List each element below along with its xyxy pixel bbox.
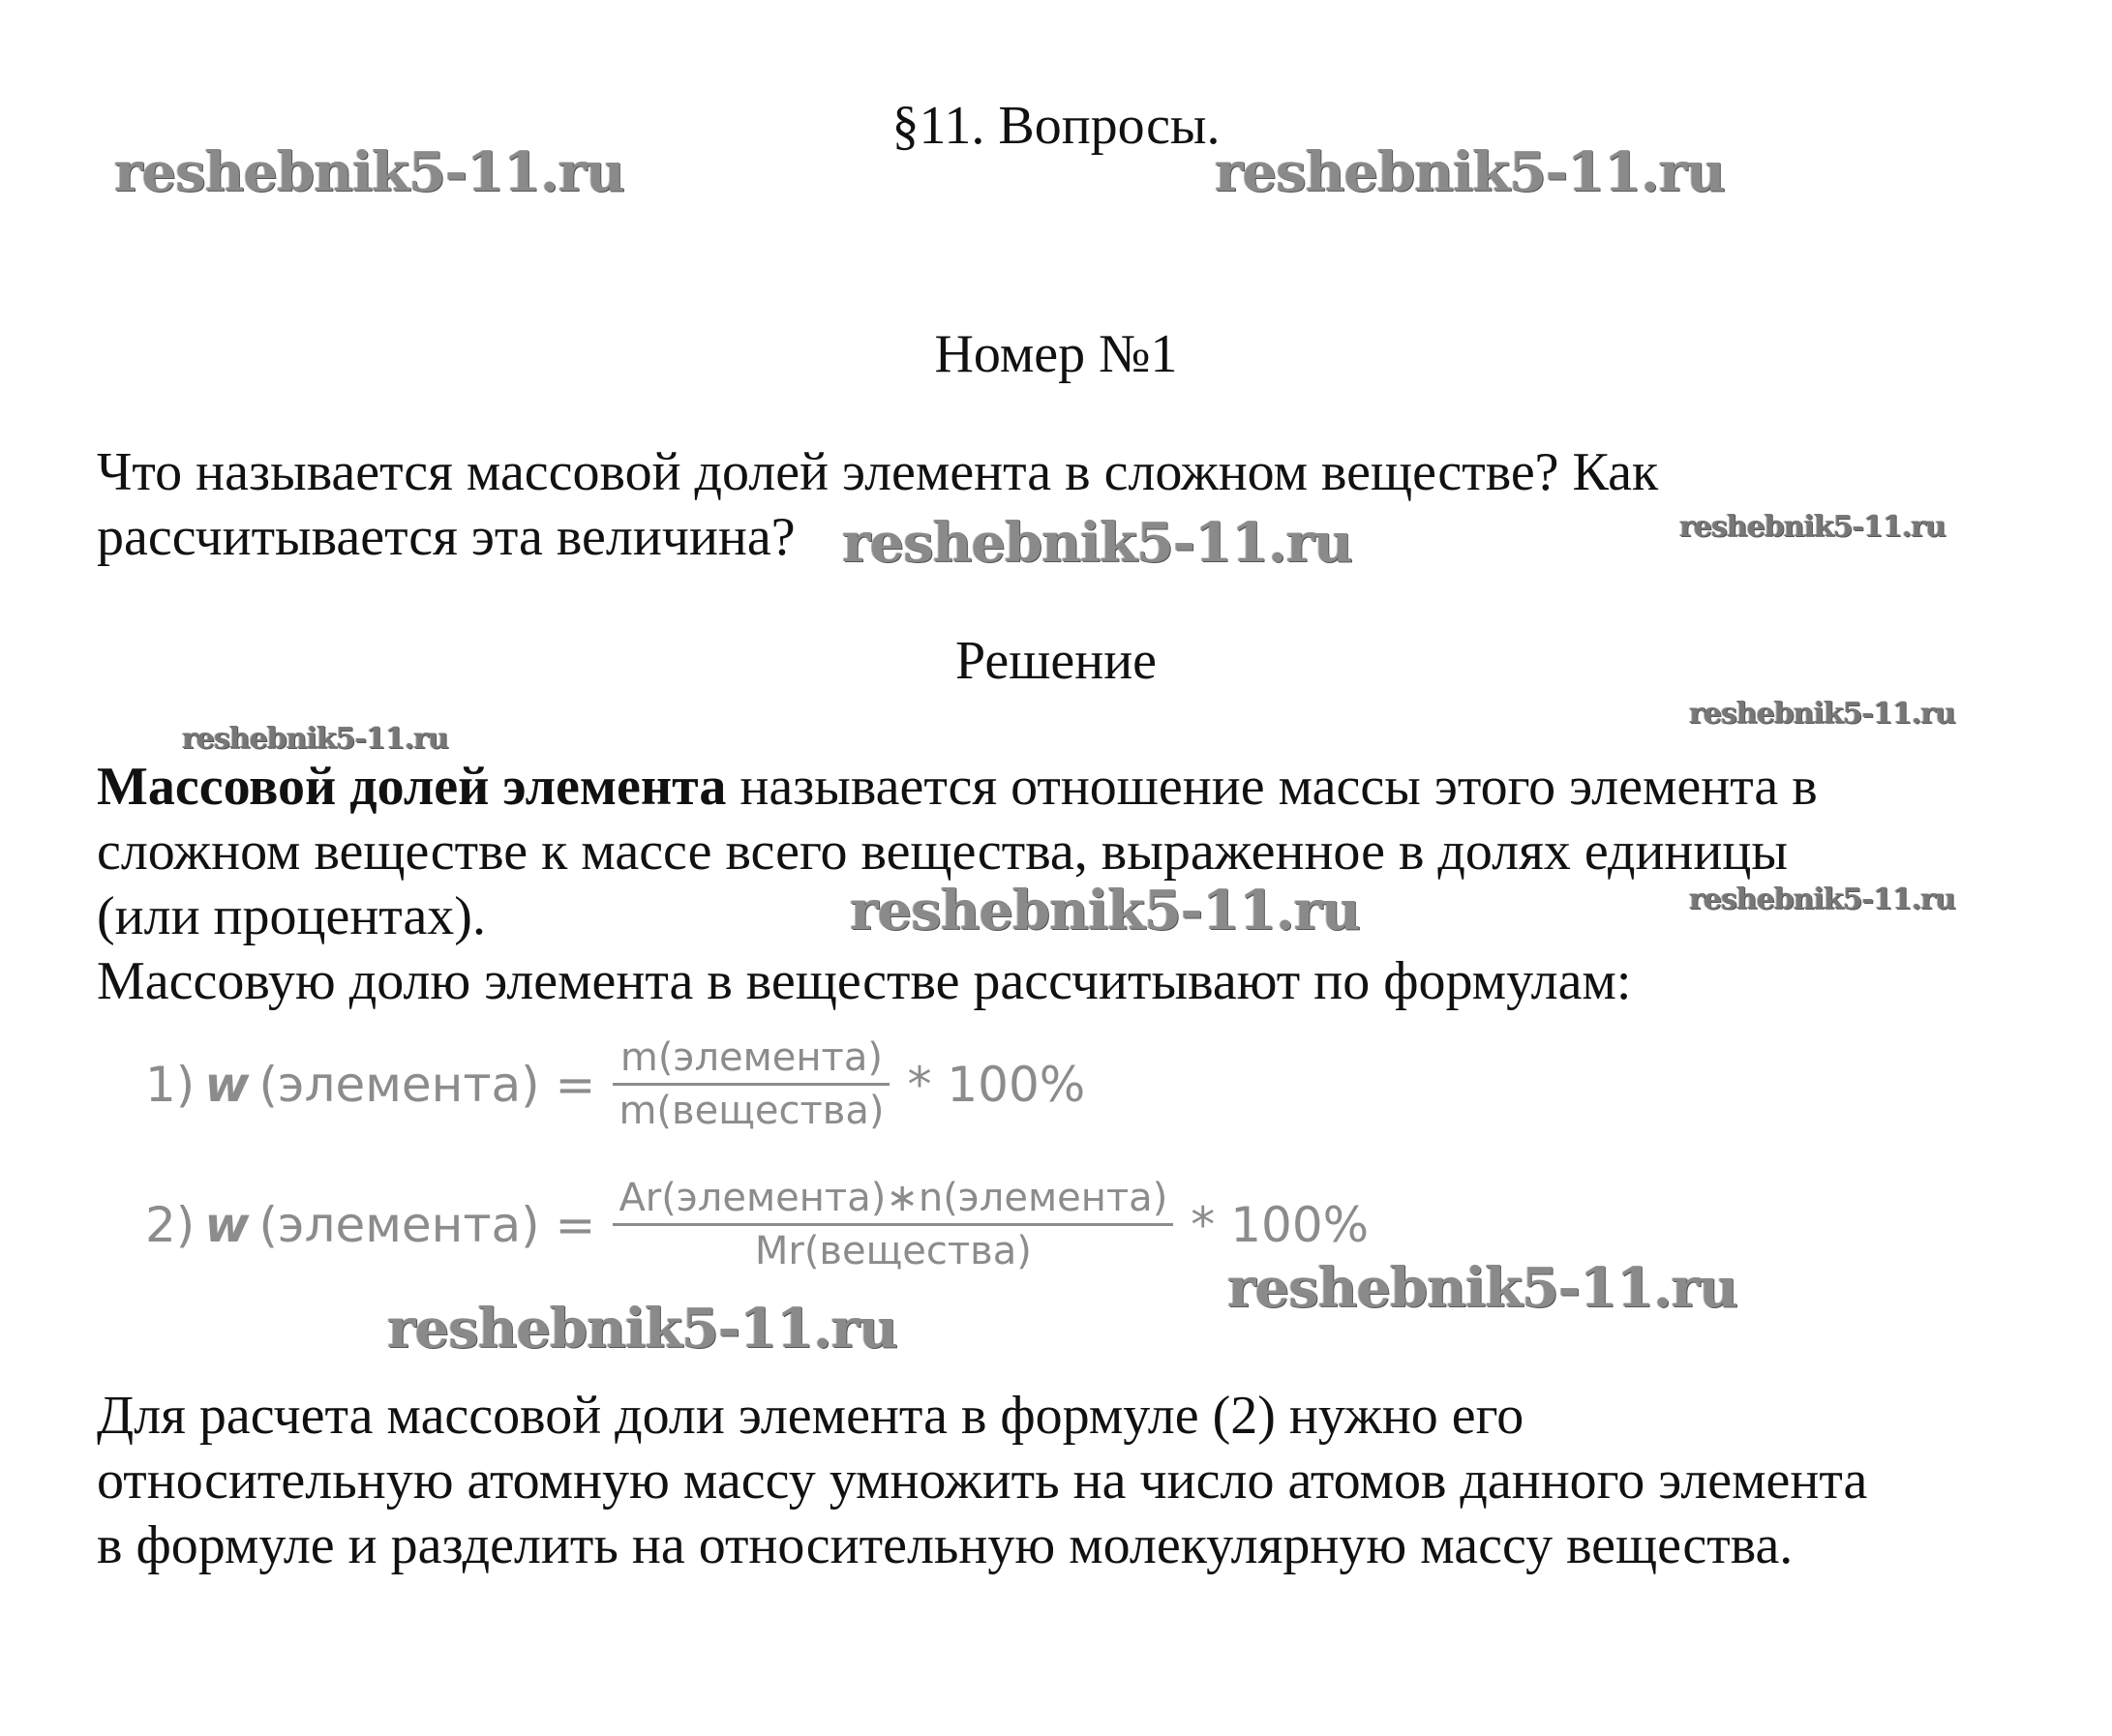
formula-2 bbox=[145, 1176, 1369, 1273]
watermark-logo: reshebnik5-11.ru bbox=[114, 140, 624, 204]
formula-numerator: m(элемента) bbox=[619, 1035, 883, 1080]
definition-term: Массовой долей элемента bbox=[97, 757, 727, 817]
definition-paragraph bbox=[97, 755, 2052, 1014]
watermark-logo: reshebnik5-11.ru bbox=[850, 879, 1360, 943]
formula-tail: * 100% bbox=[907, 1056, 1086, 1113]
watermark-logo: reshebnik5-11.ru bbox=[1227, 1256, 1737, 1320]
watermark-logo: reshebnik5-11.ru bbox=[182, 722, 448, 756]
formula-fraction bbox=[613, 1176, 1173, 1273]
explanation-line: относительную атомную массу умножить на число атомов данного элемента bbox=[97, 1451, 1868, 1511]
fraction-bar bbox=[613, 1223, 1173, 1226]
definition-text: называется отношение массы этого элемента в bbox=[726, 757, 1818, 817]
watermark-logo: reshebnik5-11.ru bbox=[1215, 140, 1725, 204]
explanation-line: в формуле и разделить на относительную молекулярную массу вещества. bbox=[97, 1515, 1794, 1575]
formula-variable: w bbox=[204, 1196, 250, 1253]
formula-denominator: Mr(вещества) bbox=[754, 1229, 1032, 1273]
formula-lhs: (элемента) = bbox=[258, 1196, 596, 1253]
formula-tail: * 100% bbox=[1191, 1196, 1370, 1253]
question-number-title: Номер №1 bbox=[934, 324, 1178, 384]
watermark-logo: reshebnik5-11.ru bbox=[842, 511, 1352, 575]
watermark-logo: reshebnik5-11.ru bbox=[387, 1297, 897, 1361]
question-line: Что называется массовой долей элемента в сложном веществе? Как bbox=[97, 442, 1659, 502]
question-line: рассчитывается эта величина? bbox=[97, 507, 796, 567]
section-title: §11. Вопросы. bbox=[891, 96, 1221, 156]
formula-denominator: m(вещества) bbox=[619, 1089, 885, 1133]
question-text bbox=[97, 440, 2052, 570]
formulas-intro: Массовую долю элемента в веществе рассчитывают по формулам: bbox=[97, 951, 1632, 1011]
definition-text: (или процентах). bbox=[97, 886, 486, 946]
definition-text: сложном веществе к массе всего вещества, выраженное в долях единицы bbox=[97, 822, 1788, 882]
watermark-logo: reshebnik5-11.ru bbox=[1679, 510, 1946, 544]
formula-lhs: (элемента) = bbox=[258, 1056, 596, 1113]
watermark-logo: reshebnik5-11.ru bbox=[1689, 697, 1955, 731]
formula-label: 2) bbox=[145, 1196, 196, 1253]
formula-variable: w bbox=[204, 1056, 250, 1113]
formula-numerator: Ar(элемента)∗n(элемента) bbox=[619, 1176, 1168, 1220]
formula-fraction bbox=[613, 1035, 890, 1133]
watermark-logo: reshebnik5-11.ru bbox=[1689, 883, 1955, 916]
formula-1 bbox=[145, 1035, 1085, 1133]
formula-label: 1) bbox=[145, 1056, 196, 1113]
solution-title: Решение bbox=[954, 631, 1158, 691]
explanation-paragraph bbox=[97, 1384, 2052, 1578]
explanation-line: Для расчета массовой доли элемента в формуле (2) нужно его bbox=[97, 1386, 1524, 1446]
fraction-bar bbox=[613, 1083, 890, 1086]
